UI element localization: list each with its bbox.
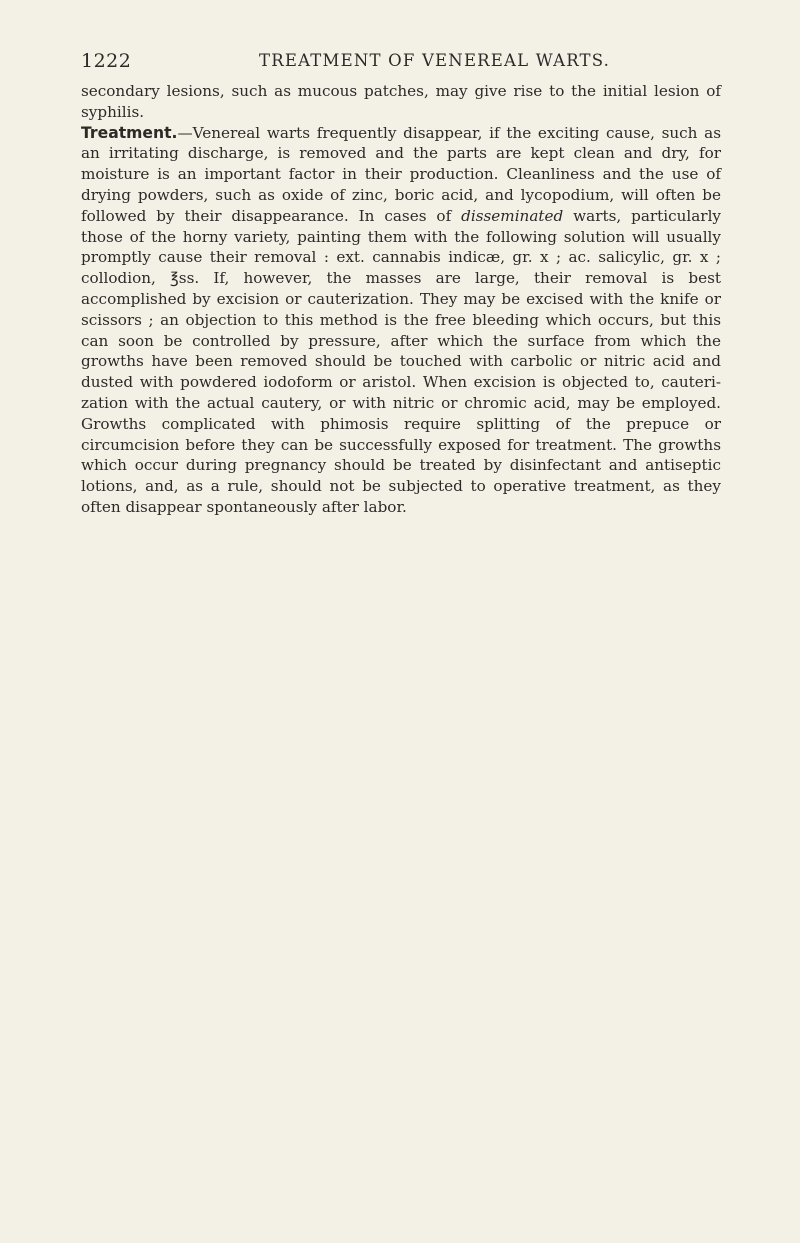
page-number: 1222: [81, 50, 132, 72]
section-heading: Treatment.: [81, 123, 178, 142]
continuation-paragraph: secondary lesions, such as mucous patches, may give rise to the initial lesion of syphilis.: [81, 82, 721, 121]
treatment-paragraph: [81, 123, 721, 518]
treatment-italic-term: disseminated: [461, 206, 564, 225]
treatment-text-part1: —Venereal warts frequently disappear, if the exciting cause, such as an irritating discharge, is removed and the parts are kept clean and dry, for moisture is an important factor in their production. Cleanliness and the use of drying powders, such as oxide of zinc, boric acid, and lycopodium, will often be followed by their disappearance. In cases of: [81, 123, 721, 225]
body-text: [81, 81, 721, 518]
running-head: [81, 50, 721, 74]
treatment-text-part2: warts, particularly those of the horny variety, painting them with the following solution will usually promptly cause their removal : ext. cannabis indicæ, gr. x ; ac. salicylic, gr. x ; collodion, ℥ss. If, however, the masses are large, their removal is best accomplished by excision or cauterization. They may be excised with the knife or scissors ; an objection to this method is the free bleeding which occurs, but this can soon be controlled by pressure, after which the surface from which the growths have been removed should be touched with carbolic or nitric acid and dusted with powdered iodoform or aristol. When excision is objected to, cauterization with the actual cautery, or with nitric or chromic acid, may be employed. Growths complicated with phimosis require splitting of the prepuce or circumcision before they can be successfully exposed for treatment. The growths which occur during pregnancy should be treated by disinfectant and antiseptic lotions, and, as a rule, should not be subjected to operative treatment, as they often disappear spontaneously after labor.: [81, 206, 722, 516]
running-title: TREATMENT OF VENEREAL WARTS.: [259, 51, 611, 70]
